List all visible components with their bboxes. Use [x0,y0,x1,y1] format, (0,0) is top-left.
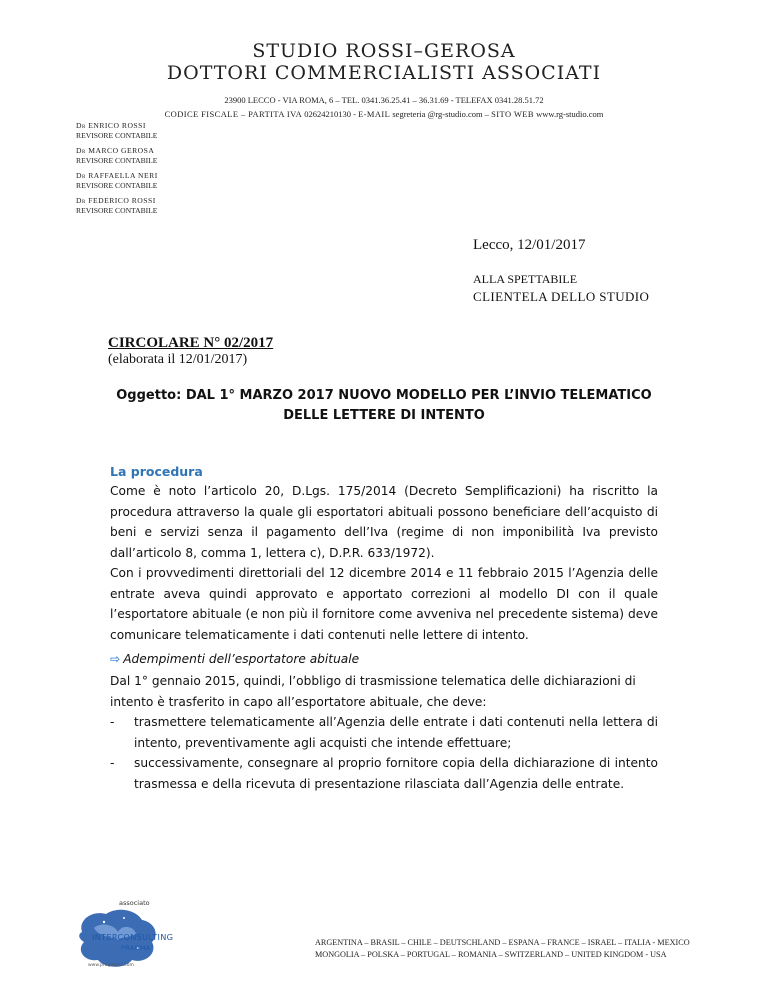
logo-associato: associato [119,899,150,907]
list-item-text: successivamente, consegnare al proprio fornitore copia della dichiarazione di intento trasmessa e della ricevuta di presentazione rilasciata dall’Agenzia delle entrate. [134,756,658,791]
web-label: SITO WEB [491,109,534,119]
bullet-marker: - [110,715,115,729]
partner-block [76,146,157,166]
subject-line-2: DELLE LETTERE DI INTENTO [283,408,485,423]
bullet-marker: - [110,756,115,770]
paragraph: Con i provvedimenti direttoriali del 12 dicembre 2014 e 11 febbraio 2015 l’Agenzia delle entrate aveva quindi approvato e apportato correzioni al modello DI con il quale l’esportatore abituale (e non più il fornitore come avveniva nel precedente sistema) deve comunicare telematicamente i dati contenuti nelle lettere di intento. [110,566,658,642]
contact-details [0,109,768,119]
recipient-line-2: CLIENTELA DELLO STUDIO [473,289,650,304]
logo-interconsulting: INTERCONSULTING [92,932,174,942]
partita-iva: 02624210130 - [304,109,356,119]
partner-name: Dr MARCO GEROSA [76,146,155,155]
section-heading: La procedura [110,464,203,479]
letter-date: Lecco, 12/01/2017 [473,237,586,253]
partner-name: Dr FEDERICO ROSSI [76,196,156,205]
codice-fiscale-label: CODICE FISCALE – PARTITA IVA [164,109,303,119]
studio-name: STUDIO ROSSI–GEROSA [252,40,516,62]
logo-pragma: PRAGMA [121,944,151,952]
partner-name: Dr RAFFAELLA NERI [76,171,158,180]
subsection-heading [110,652,359,666]
partner-block [76,121,157,141]
circolare-subtitle: (elaborata il 12/01/2017) [108,352,248,367]
paragraph: Come è noto l’articolo 20, D.Lgs. 175/2014 (Decreto Semplificazioni) ha riscritto la procedura attraverso la quale gli esportatori abituali possono beneficiare dell’acquisto di beni e servizi senza il pagamento dell’Iva (regime di non imponibilità Iva previsto dall’articolo 8, comma 1, lettera c), D.P.R. 633/1972). [110,484,658,560]
partner-role: REVISORE CONTABILE [76,206,158,215]
contact-address: 23900 LECCO - VIA ROMA, 6 – TEL. 0341.36.25.41 – 36.31.69 - TELEFAX 0341.28.51.72 [224,95,544,105]
footer-countries-1: ARGENTINA – BRASIL – CHILE – DEUTSCHLAND – ESPANA – FRANCE – ISRAEL – ITALIA - MEXICO [315,938,690,947]
partner-role: REVISORE CONTABILE [76,156,158,165]
circolare-title: CIRCOLARE N° 02/2017 [108,335,274,351]
paragraph: Dal 1° gennaio 2015, quindi, l’obbligo di trasmissione telematica delle dichiarazioni di intento è trasferito in capo all’esportatore abituale, che deve: [110,674,636,709]
arrow-right-icon: ⇨ [110,652,121,666]
partner-block [76,196,157,216]
subject-line-1: Oggetto: DAL 1° MARZO 2017 NUOVO MODELLO PER L’INVIO TELEMATICO [116,388,652,403]
footer-countries-2: MONGOLIA – POLSKA – PORTUGAL – ROMANIA – SWITZERLAND – UNITED KINGDOM - USA [315,950,667,959]
email-value: segreteria @rg-studio.com – [392,109,490,119]
logo-website: www.pragma-ic.com [88,963,134,968]
partner-role: REVISORE CONTABILE [76,181,158,190]
subject-heading [0,386,768,426]
recipient-line-1: ALLA SPETTABILE [473,272,578,286]
email-label: E-MAIL [358,109,391,119]
list-item-text: trasmettere telematicamente all’Agenzia delle entrate i dati contenuti nella lettera di intento, preventivamente agli acquisti che intende effettuare; [134,715,658,750]
partner-name: Dr ENRICO ROSSI [76,121,146,130]
web-value: www.rg-studio.com [536,109,604,119]
partner-block [76,171,158,191]
studio-subtitle: DOTTORI COMMERCIALISTI ASSOCIATI [166,62,602,84]
partner-role: REVISORE CONTABILE [76,131,158,140]
subsection-heading-text: Adempimenti dell’esportatore abituale [123,652,360,666]
